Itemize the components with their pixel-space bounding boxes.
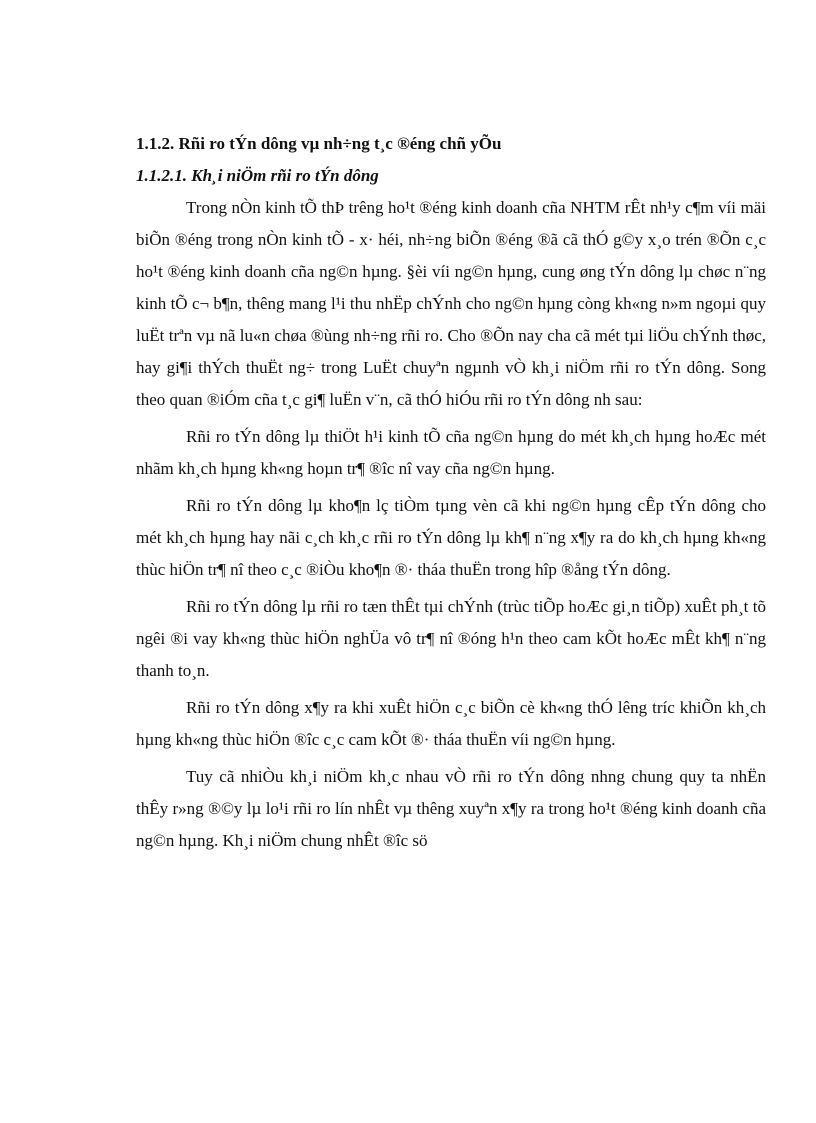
subsection-heading: 1.1.2.1. Kh¸i niÖm rñi ro tÝn dông [136, 166, 379, 185]
section-heading: 1.1.2. Rñi ro tÝn dông vµ nh÷ng t¸c ®éng chñ yÕu [136, 134, 502, 153]
document-body [136, 128, 766, 857]
paragraph: Rñi ro tÝn dông lµ rñi ro tæn thÊt tµi chÝnh (trùc tiÕp hoÆc gi¸n tiÕp) xuÊt ph¸t tõ ngêi ®i vay kh«ng thùc hiÖn nghÜa vô tr¶ nî ®óng h¹n theo cam kÕt hoÆc mÊt kh¶ n¨ng thanh to¸n. [136, 597, 766, 680]
paragraph: Rñi ro tÝn dông x¶y ra khi xuÊt hiÖn c¸c biÕn cè kh«ng thÓ lêng tríc khiÕn kh¸ch hµng kh«ng thùc hiÖn ®îc c¸c cam kÕt ®· tháa thuËn víi ng©n hµng. [136, 698, 766, 749]
paragraph: Rñi ro tÝn dông lµ kho¶n lç tiÒm tµng vèn cã khi ng©n hµng cÊp tÝn dông cho mét kh¸ch hµng hay nãi c¸ch kh¸c rñi ro tÝn dông lµ kh¶ n¨ng x¶y ra do kh¸ch hµng kh«ng thùc hiÖn tr¶ nî theo c¸c ®iÒu kho¶n ®· tháa thuËn trong hîp ®ång tÝn dông. [136, 496, 766, 579]
paragraph: Rñi ro tÝn dông lµ thiÖt h¹i kinh tÕ cña ng©n hµng do mét kh¸ch hµng hoÆc mét nhãm kh¸ch hµng kh«ng hoµn tr¶ ®îc nî vay cña ng©n hµng. [136, 427, 766, 478]
paragraph: Trong nÒn kinh tÕ thÞ trêng ho¹t ®éng kinh doanh cña NHTM rÊt nh¹y c¶m víi mäi biÕn ®éng trong nÒn kinh tÕ - x· héi, nh÷ng biÕn ®éng ®ã cã thÓ g©y x¸o trén ®Õn c¸c ho¹t ®éng kinh doanh cña ng©n hµng. §èi víi ng©n hµng, cung øng tÝn dông lµ chøc n¨ng kinh tÕ c¬ b¶n, thêng mang l¹i thu nhËp chÝnh cho ng©n hµng còng kh«ng n»m ngoµi quy luËt trªn vµ nã lu«n chøa ®ùng nh÷ng rñi ro. Cho ®Õn nay cha cã mét tµi liÖu chÝnh thøc, hay gi¶i thÝch thuËt ng÷ trong LuËt chuyªn ngµnh vÒ kh¸i niÖm rñi ro tÝn dông. Song theo quan ®iÓm cña t¸c gi¶ luËn v¨n, cã thÓ hiÓu rñi ro tÝn dông nh sau: [136, 198, 766, 409]
paragraph: Tuy cã nhiÒu kh¸i niÖm kh¸c nhau vÒ rñi ro tÝn dông nhng chung quy ta nhËn thÊy r»ng ®©y lµ lo¹i rñi ro lín nhÊt vµ thêng xuyªn x¶y ra trong ho¹t ®éng kinh doanh cña ng©n hµng. Kh¸i niÖm chung nhÊt ®îc sö [136, 767, 766, 850]
